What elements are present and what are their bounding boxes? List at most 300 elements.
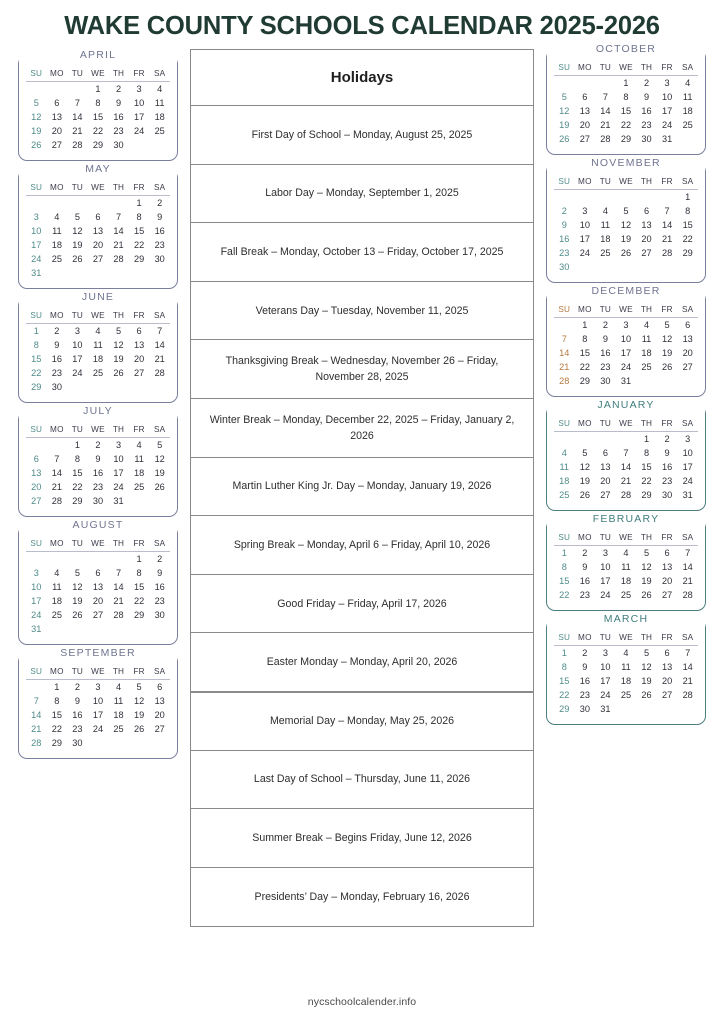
- day-cell: 28: [51, 496, 62, 506]
- day-cell: 22: [559, 590, 570, 600]
- day-cell: 20: [51, 126, 62, 136]
- holiday-label: Winter Break – Monday, December 22, 2025 – Friday, January 2, 2026: [209, 413, 515, 442]
- day-cell: 8: [561, 662, 567, 672]
- day-cell: 24: [113, 482, 124, 492]
- day-cell: 21: [31, 724, 42, 734]
- day-cell: 30: [154, 254, 165, 264]
- day-cell: 3: [664, 78, 670, 88]
- day-cell: 10: [579, 220, 590, 230]
- day-cell-empty: [26, 680, 47, 695]
- day-cell: 12: [641, 662, 652, 672]
- weekday-header-row: [554, 418, 698, 432]
- day-cell: 4: [602, 206, 608, 216]
- day-cell: 28: [620, 490, 632, 500]
- weekday-header-tu: TU: [595, 418, 616, 432]
- weekday-header-mo: MO: [575, 304, 596, 318]
- day-cell-empty: [677, 374, 698, 388]
- day-cell: 22: [31, 368, 42, 378]
- weekday-header-mo: MO: [47, 68, 68, 82]
- day-cell-empty: [67, 196, 88, 211]
- day-cell: 31: [600, 704, 611, 714]
- day-cell: 12: [133, 696, 145, 706]
- day-cell: 21: [72, 126, 83, 136]
- weekday-header-tu: TU: [67, 68, 88, 82]
- day-cell: 9: [561, 220, 567, 230]
- day-cell-empty: [26, 438, 47, 453]
- day-cell: 11: [641, 334, 652, 344]
- day-cell: 9: [582, 562, 588, 572]
- day-cell: 31: [31, 624, 42, 634]
- day-cell: 24: [31, 254, 42, 264]
- day-cell: 24: [579, 248, 590, 258]
- weekday-header-su: SU: [26, 68, 47, 82]
- holiday-label: Last Day of School – Thursday, June 11, 2026: [253, 773, 471, 786]
- day-cell: 2: [157, 198, 163, 208]
- day-cell: 14: [51, 468, 62, 478]
- day-cell: 22: [641, 476, 652, 486]
- weekday-header-we: WE: [88, 68, 109, 82]
- day-cell: 26: [72, 254, 83, 264]
- day-cell: 1: [623, 78, 629, 88]
- day-cell: 17: [682, 462, 693, 472]
- holiday-row: [191, 633, 533, 692]
- month-name: NOVEMBER: [585, 157, 667, 169]
- day-cell: 28: [600, 134, 611, 144]
- weekday-header-row: [26, 666, 170, 680]
- weekday-header-sa: SA: [677, 304, 698, 318]
- week-row: [554, 346, 698, 360]
- month-title: [19, 646, 177, 661]
- day-cell-empty: [657, 190, 678, 205]
- weekday-header-su: SU: [26, 666, 47, 680]
- day-cell-empty: [677, 702, 698, 716]
- holiday-label: Veterans Day – Tuesday, November 11, 2025: [255, 304, 469, 317]
- month-grid: [554, 62, 698, 146]
- day-cell: 12: [113, 340, 124, 350]
- weekday-header-fr: FR: [657, 532, 678, 546]
- day-cell: 29: [133, 254, 145, 264]
- month-card-february: [546, 513, 706, 611]
- month-title: [547, 42, 705, 57]
- day-cell: 19: [113, 354, 124, 364]
- day-cell: 5: [157, 440, 163, 450]
- day-cell: 24: [682, 476, 693, 486]
- day-cell: 20: [92, 596, 104, 606]
- day-cell: 17: [600, 576, 611, 586]
- weekday-header-su: SU: [26, 538, 47, 552]
- day-cell: 18: [600, 234, 611, 244]
- day-cell: 27: [92, 610, 104, 620]
- day-cell: 12: [72, 226, 83, 236]
- day-cell: 10: [133, 98, 145, 108]
- weekday-header-sa: SA: [149, 182, 170, 196]
- day-cell: 19: [133, 710, 145, 720]
- day-cell-empty: [88, 736, 109, 750]
- day-cell: 17: [600, 676, 611, 686]
- day-cell-empty: [26, 196, 47, 211]
- week-row: [554, 204, 698, 218]
- day-cell: 9: [157, 212, 163, 222]
- day-cell: 27: [641, 248, 652, 258]
- day-cell: 15: [559, 576, 570, 586]
- day-cell: 30: [641, 134, 652, 144]
- holiday-label: Spring Break – Monday, April 6 – Friday, April 10, 2026: [233, 538, 491, 551]
- day-cell-empty: [129, 622, 150, 636]
- day-cell: 25: [641, 362, 652, 372]
- week-row: [26, 480, 170, 494]
- day-cell: 28: [31, 738, 42, 748]
- day-cell: 21: [600, 120, 611, 130]
- month-grid: [26, 538, 170, 636]
- day-cell-empty: [575, 432, 596, 447]
- day-cell: 9: [664, 448, 670, 458]
- holiday-row: [191, 692, 533, 751]
- weekday-header-mo: MO: [47, 182, 68, 196]
- day-cell: 10: [600, 562, 611, 572]
- weekday-header-fr: FR: [129, 182, 150, 196]
- day-cell: 5: [115, 326, 122, 336]
- day-cell: 8: [33, 340, 39, 350]
- month-card-july: [18, 405, 178, 517]
- day-cell: 15: [682, 220, 693, 230]
- day-cell: 2: [157, 554, 163, 564]
- weekday-header-we: WE: [88, 666, 109, 680]
- day-cell: 14: [559, 348, 570, 358]
- holiday-row: [191, 223, 533, 282]
- holiday-row: [191, 809, 533, 868]
- day-cell: 1: [136, 554, 142, 564]
- day-cell: 16: [559, 234, 570, 244]
- week-row: [26, 210, 170, 224]
- weekday-header-sa: SA: [677, 532, 698, 546]
- day-cell: 8: [54, 696, 60, 706]
- day-cell: 4: [685, 78, 691, 88]
- day-cell-empty: [149, 622, 170, 636]
- weekday-header-mo: MO: [575, 62, 596, 76]
- day-cell: 16: [600, 348, 611, 358]
- day-cell: 2: [74, 682, 80, 692]
- day-cell: 18: [154, 112, 165, 122]
- weekday-header-fr: FR: [129, 538, 150, 552]
- day-cell: 15: [51, 710, 62, 720]
- day-cell: 16: [51, 354, 62, 364]
- day-cell: 25: [51, 254, 62, 264]
- day-cell: 18: [51, 240, 62, 250]
- day-cell: 16: [154, 582, 165, 592]
- day-cell: 14: [113, 582, 124, 592]
- weekday-header-tu: TU: [595, 632, 616, 646]
- page-title: WAKE COUNTY SCHOOLS CALENDAR 2025-2026: [64, 12, 660, 40]
- weekday-header-fr: FR: [657, 304, 678, 318]
- day-cell: 11: [600, 220, 611, 230]
- day-cell-empty: [636, 260, 657, 274]
- week-row: [26, 452, 170, 466]
- footer-credit: nycschoolcalender.info: [307, 996, 417, 1008]
- day-cell: 15: [92, 112, 104, 122]
- week-row: [26, 96, 170, 110]
- day-cell: 25: [682, 120, 693, 130]
- day-cell-empty: [26, 82, 47, 97]
- weekday-header-we: WE: [616, 532, 637, 546]
- day-cell: 14: [620, 462, 632, 472]
- day-cell: 17: [661, 106, 673, 116]
- day-cell: 18: [682, 106, 693, 116]
- day-cell: 10: [31, 582, 42, 592]
- day-cell-empty: [108, 622, 129, 636]
- day-cell: 20: [31, 482, 42, 492]
- holiday-label: Presidents’ Day – Monday, February 16, 2026: [254, 891, 470, 904]
- day-cell: 30: [92, 496, 104, 506]
- weekday-header-sa: SA: [149, 538, 170, 552]
- week-row: [26, 494, 170, 508]
- day-cell: 7: [157, 326, 163, 336]
- day-cell: 6: [643, 206, 650, 216]
- weekday-header-row: [26, 182, 170, 196]
- weekday-header-su: SU: [26, 182, 47, 196]
- day-cell: 21: [51, 482, 62, 492]
- day-cell: 7: [561, 334, 567, 344]
- week-row: [554, 90, 698, 104]
- week-row: [554, 474, 698, 488]
- day-cell: 8: [582, 334, 588, 344]
- day-cell: 31: [620, 376, 632, 386]
- day-cell-empty: [554, 432, 575, 447]
- month-grid: [26, 310, 170, 394]
- weekday-header-th: TH: [108, 182, 129, 196]
- day-cell: 13: [600, 462, 611, 472]
- day-cell: 18: [559, 476, 570, 486]
- day-cell: 11: [113, 696, 124, 706]
- day-cell: 5: [643, 648, 650, 658]
- week-row: [554, 560, 698, 574]
- day-cell: 6: [136, 326, 142, 336]
- day-cell-empty: [47, 196, 68, 211]
- day-cell: 13: [661, 562, 673, 572]
- week-row: [26, 380, 170, 394]
- day-cell: 31: [113, 496, 124, 506]
- day-cell: 24: [620, 362, 632, 372]
- day-cell: 11: [134, 454, 144, 464]
- day-cell: 3: [623, 320, 629, 330]
- weekday-header-mo: MO: [47, 424, 68, 438]
- day-cell-empty: [129, 138, 150, 152]
- weekday-header-sa: SA: [677, 62, 698, 76]
- day-cell: 7: [602, 92, 608, 102]
- week-row: [554, 232, 698, 246]
- day-cell: 19: [154, 468, 165, 478]
- day-cell-empty: [657, 374, 678, 388]
- day-cell: 10: [600, 662, 611, 672]
- day-cell: 17: [72, 354, 83, 364]
- day-cell-empty: [67, 266, 88, 280]
- month-card-october: [546, 43, 706, 155]
- day-cell: 14: [661, 220, 673, 230]
- week-row: [26, 466, 170, 480]
- day-cell: 23: [113, 126, 124, 136]
- week-row: [26, 566, 170, 580]
- weekday-header-su: SU: [554, 176, 575, 190]
- day-cell: 30: [661, 490, 673, 500]
- day-cell-empty: [616, 432, 637, 447]
- day-cell: 11: [52, 226, 62, 236]
- day-cell: 1: [561, 548, 567, 558]
- week-row: [554, 260, 698, 274]
- week-row: [554, 132, 698, 146]
- day-cell: 20: [661, 576, 673, 586]
- day-cell: 7: [685, 548, 691, 558]
- weekday-header-th: TH: [108, 666, 129, 680]
- day-cell-empty: [616, 190, 637, 205]
- day-cell: 22: [559, 690, 570, 700]
- day-cell: 17: [31, 596, 42, 606]
- day-cell: 26: [620, 248, 632, 258]
- day-cell: 16: [154, 226, 165, 236]
- weekday-header-fr: FR: [657, 176, 678, 190]
- day-cell: 30: [559, 262, 570, 272]
- day-cell-empty: [108, 196, 129, 211]
- day-cell: 21: [113, 240, 124, 250]
- holiday-row: [191, 399, 533, 458]
- weekday-header-fr: FR: [657, 62, 678, 76]
- day-cell: 29: [72, 496, 83, 506]
- weekday-header-th: TH: [108, 310, 129, 324]
- week-row: [554, 76, 698, 91]
- week-row: [554, 460, 698, 474]
- holiday-row: [191, 106, 533, 165]
- day-cell-empty: [108, 736, 129, 750]
- day-cell: 1: [54, 682, 60, 692]
- day-cell: 29: [31, 382, 42, 392]
- month-card-march: [546, 613, 706, 725]
- day-cell: 22: [51, 724, 62, 734]
- day-cell: 23: [92, 482, 104, 492]
- day-cell: 3: [74, 326, 80, 336]
- day-cell: 15: [133, 582, 145, 592]
- day-cell: 7: [115, 212, 122, 222]
- month-title: [19, 48, 177, 63]
- day-cell: 5: [74, 568, 80, 578]
- day-cell: 8: [136, 212, 142, 222]
- day-cell: 28: [113, 254, 124, 264]
- day-cell: 28: [559, 376, 570, 386]
- day-cell: 3: [685, 434, 691, 444]
- month-name: FEBRUARY: [587, 513, 666, 525]
- day-cell: 6: [664, 648, 670, 658]
- day-cell: 3: [33, 568, 39, 578]
- weekday-header-we: WE: [88, 182, 109, 196]
- holidays-list: [191, 106, 533, 926]
- week-row: [554, 660, 698, 674]
- day-cell: 5: [623, 206, 629, 216]
- day-cell: 24: [92, 724, 104, 734]
- day-cell-empty: [616, 260, 637, 274]
- day-cell: 27: [133, 368, 145, 378]
- day-cell: 19: [559, 120, 570, 130]
- week-row: [26, 138, 170, 152]
- day-cell: 8: [623, 92, 629, 102]
- holidays-column: [178, 49, 546, 927]
- day-cell: 21: [682, 676, 693, 686]
- weekday-header-tu: TU: [67, 182, 88, 196]
- month-title: [19, 404, 177, 419]
- weekday-header-we: WE: [88, 538, 109, 552]
- week-row: [554, 702, 698, 716]
- day-cell: 23: [154, 596, 165, 606]
- day-cell: 3: [136, 84, 142, 94]
- holiday-label: Good Friday – Friday, April 17, 2026: [277, 597, 447, 610]
- day-cell: 22: [133, 596, 145, 606]
- weekday-header-mo: MO: [575, 532, 596, 546]
- day-cell: 20: [600, 476, 611, 486]
- weekday-header-row: [554, 304, 698, 318]
- day-cell: 5: [136, 682, 142, 692]
- day-cell: 12: [641, 562, 652, 572]
- day-cell: 13: [92, 582, 104, 592]
- day-cell: 20: [641, 234, 652, 244]
- day-cell: 26: [641, 690, 652, 700]
- month-name: OCTOBER: [590, 43, 662, 55]
- holiday-row: [191, 340, 533, 399]
- day-cell: 13: [641, 220, 652, 230]
- day-cell-empty: [47, 552, 68, 567]
- weekday-header-mo: MO: [47, 666, 68, 680]
- month-grid: [26, 424, 170, 508]
- month-card-september: [18, 647, 178, 759]
- weekday-header-tu: TU: [595, 176, 616, 190]
- weekday-header-th: TH: [636, 304, 657, 318]
- day-cell: 25: [113, 724, 124, 734]
- month-title: [19, 518, 177, 533]
- day-cell: 30: [72, 738, 83, 748]
- day-cell: 29: [641, 490, 652, 500]
- day-cell: 26: [661, 362, 673, 372]
- week-row: [26, 622, 170, 636]
- day-cell: 3: [582, 206, 588, 216]
- day-cell: 27: [579, 134, 590, 144]
- day-cell-empty: [129, 266, 150, 280]
- day-cell: 31: [31, 268, 42, 278]
- day-cell-empty: [47, 438, 68, 453]
- holiday-row: [191, 751, 533, 810]
- day-cell: 9: [115, 98, 122, 108]
- weekday-header-we: WE: [616, 62, 637, 76]
- day-cell: 12: [579, 462, 590, 472]
- day-cell-empty: [636, 190, 657, 205]
- day-cell: 28: [682, 690, 693, 700]
- day-cell: 2: [664, 434, 670, 444]
- right-month-column: [546, 43, 706, 725]
- day-cell: 29: [133, 610, 145, 620]
- day-cell-empty: [677, 132, 698, 146]
- day-cell-empty: [636, 702, 657, 716]
- day-cell: 20: [682, 348, 693, 358]
- day-cell: 27: [92, 254, 104, 264]
- day-cell: 27: [682, 362, 693, 372]
- day-cell: 26: [31, 140, 42, 150]
- day-cell: 10: [113, 454, 124, 464]
- week-row: [26, 694, 170, 708]
- month-grid: [554, 176, 698, 274]
- week-row: [554, 190, 698, 205]
- day-cell-empty: [595, 76, 616, 91]
- day-cell: 21: [682, 576, 693, 586]
- day-cell: 16: [579, 576, 590, 586]
- day-cell: 4: [157, 84, 163, 94]
- day-cell-empty: [636, 374, 657, 388]
- day-cell: 19: [579, 476, 590, 486]
- day-cell: 5: [643, 548, 650, 558]
- day-cell: 1: [643, 434, 650, 444]
